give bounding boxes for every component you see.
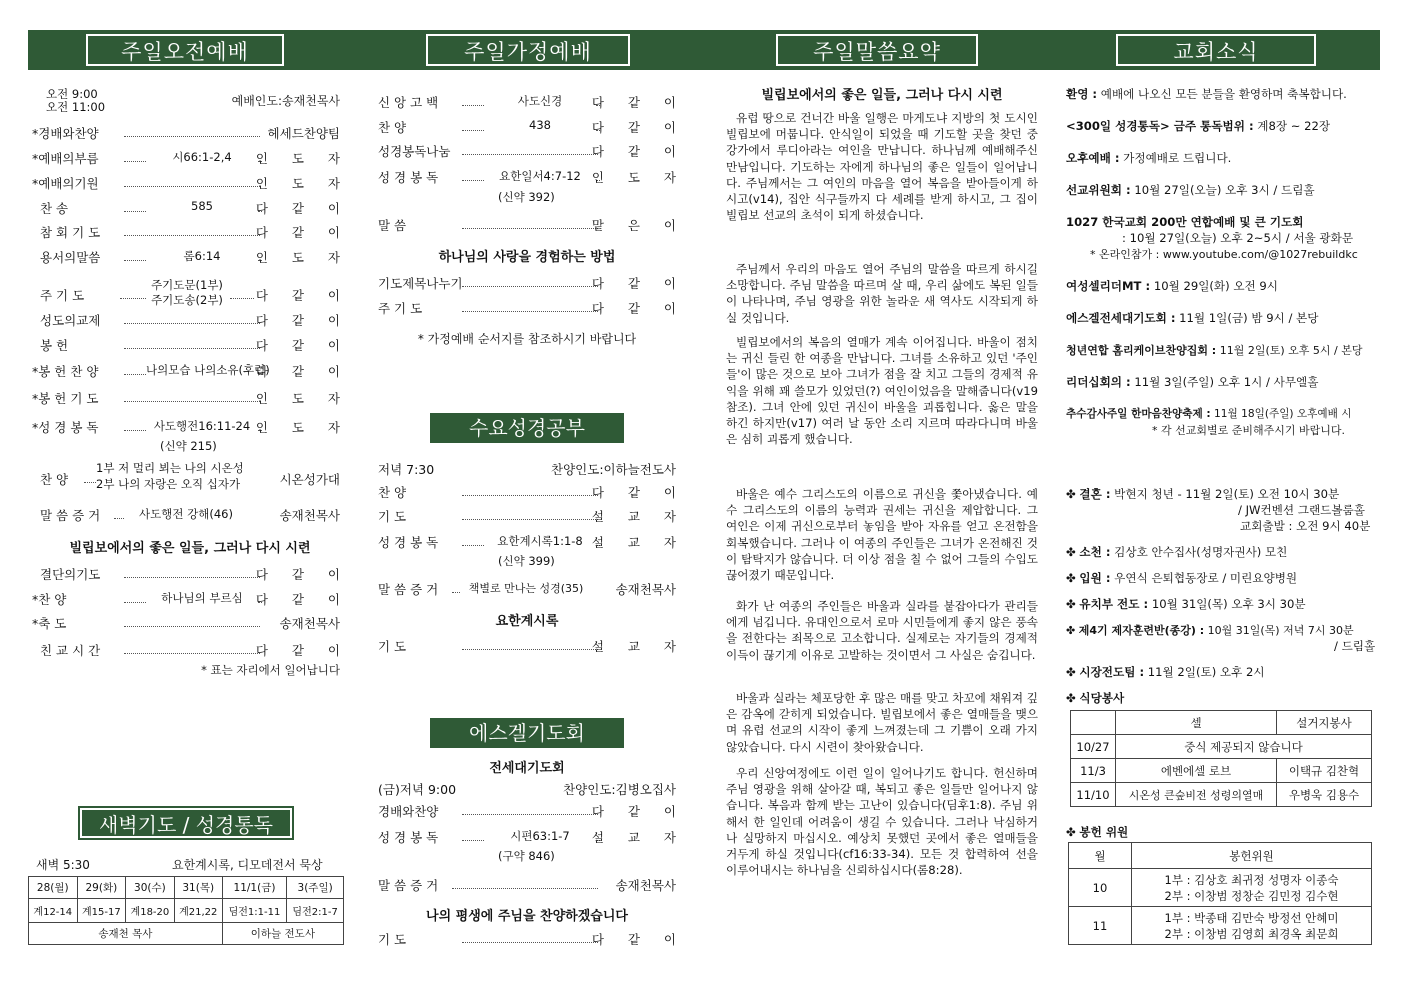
- flower-icon: ✤: [1066, 597, 1076, 611]
- family-theme: 하나님의 사랑을 경험하는 방법: [438, 250, 616, 265]
- wednesday-leader: 찬양인도:이하늘전도사: [551, 462, 676, 477]
- bible-page: (신약 392): [498, 190, 555, 204]
- order-responder: 설 교 자: [591, 639, 686, 654]
- news-label: 에스겔전세대기도회 :: [1066, 311, 1176, 325]
- dawn-time: 새벽 5:30: [36, 858, 90, 872]
- time-first: 오전 9:00: [46, 87, 98, 101]
- sermon-title: 빌립보에서의 좋은 일들, 그러나 다시 시련: [69, 541, 311, 556]
- anthem-row: [40, 460, 340, 494]
- news-label: 선교위원회 :: [1066, 183, 1131, 197]
- sermon-paragraph: 화가 난 여종의 주인들은 바울과 실라를 붙잡아다가 관리들에게 넘깁니다. 유대인으로서 로마 시민들에게 좋지 않은 풍속을 전한다는 죄목으로 고소합니다. 실제로는 자기들의 경제적 이득이 끊기게 이유로 고발하는 것이면서 그 사실은 숨깁니다.: [726, 599, 1038, 662]
- order-label: 성도의교제: [40, 313, 101, 328]
- reading-leader-2: 이하늘 전도사: [222, 923, 343, 945]
- news-text: 계8장 ~ 22장: [1257, 119, 1331, 133]
- reading-day: 29(화): [77, 877, 126, 899]
- ezekiel-title: 에스겔기도회: [430, 718, 624, 748]
- news-wedding: [1066, 486, 1339, 502]
- news-label: 시장전도팀 :: [1079, 665, 1145, 679]
- order-responder: 다 같 이: [255, 338, 350, 353]
- order-label: *경배와찬양: [32, 126, 99, 141]
- reading-range: 계21,22: [174, 899, 222, 923]
- news-afternoon: [1066, 150, 1231, 166]
- order-label: 찬 양: [378, 120, 407, 135]
- header-family-worship: 주일가정예배: [426, 34, 630, 66]
- offering-head: 월: [1069, 843, 1132, 869]
- order-label: 성 경 봉 독: [378, 830, 439, 845]
- news-label: 결혼 :: [1079, 487, 1111, 501]
- offering-members: [1132, 869, 1372, 907]
- order-label: 말 씀 증 거: [40, 508, 101, 523]
- order-detail: 시66:1-2,4: [172, 150, 232, 164]
- bible-page: (신약 215): [160, 439, 217, 453]
- reading-range: 딤전1:1-11: [222, 899, 287, 923]
- time-second: 오전 11:00: [46, 100, 106, 114]
- order-label: 결단의기도: [40, 567, 101, 582]
- header-morning-worship: 주일오전예배: [86, 34, 284, 66]
- order-label: 성 경 봉 독: [378, 170, 439, 185]
- news-wedding-venue: / JW컨벤션 그랜드볼룸홀: [1238, 503, 1365, 517]
- flower-icon: ✤: [1066, 545, 1076, 559]
- news-reading: [1066, 118, 1330, 134]
- news-text: 10월 31일(목) 저녁 7시 30분: [1207, 624, 1354, 637]
- news-label: 봉헌 위원: [1079, 825, 1129, 839]
- ezekiel-leader: 찬양인도:김병오집사: [563, 782, 676, 797]
- kitchen-head: 셀: [1116, 711, 1277, 735]
- order-responder: 헤세드찬양팀: [267, 126, 340, 141]
- order-responder: 다 같 이: [591, 485, 686, 500]
- reading-day: 30(수): [126, 877, 175, 899]
- news-mission: [1066, 182, 1315, 198]
- news-label: 리더십회의 :: [1066, 375, 1131, 389]
- order-label: 말 씀 증 거: [378, 582, 439, 597]
- reading-range: 계18-20: [126, 899, 175, 923]
- reading-range: 계12-14: [29, 899, 78, 923]
- order-responder: 다 같 이: [255, 643, 350, 658]
- kitchen-head: [1071, 711, 1116, 735]
- news-text: 가정예배로 드립니다.: [1123, 151, 1232, 165]
- order-detail: 585: [191, 199, 213, 213]
- news-rally: [1066, 214, 1303, 230]
- order-label: 찬 양: [378, 485, 407, 500]
- news-rally-detail: : 10월 27일(오늘) 오후 2~5시 / 서울 광화문: [1122, 231, 1354, 245]
- news-text: 10월 29일(화) 오전 9시: [1153, 279, 1278, 293]
- offering-month: 10: [1069, 869, 1132, 907]
- news-label: 오후예배 :: [1066, 151, 1120, 165]
- news-kitchen: [1066, 690, 1124, 706]
- order-label: 용서의말씀: [40, 250, 101, 265]
- news-market: [1066, 664, 1265, 680]
- order-label: 기 도: [378, 509, 407, 524]
- kitchen-table: [1070, 710, 1372, 807]
- news-label: 환영 :: [1066, 87, 1098, 101]
- kitchen-date: 11/3: [1071, 759, 1116, 783]
- news-funeral: [1066, 544, 1287, 560]
- news-text: 박현지 청년 - 11월 2일(토) 오전 10시 30분: [1114, 487, 1340, 501]
- offering-members: [1132, 907, 1372, 945]
- order-responder: 인 도 자: [255, 176, 350, 191]
- order-responder: 설 교 자: [591, 509, 686, 524]
- news-text: 우연식 은퇴협동장로 / 미린요양병원: [1114, 571, 1298, 585]
- order-label: *예배의기원: [32, 176, 99, 191]
- header-sermon-summary: 주일말씀요약: [776, 34, 978, 66]
- order-label: *찬 양: [32, 592, 67, 607]
- news-text: 11월 2일(토) 오후 5시 / 본당: [1219, 344, 1363, 357]
- order-label: 참 회 기 도: [40, 225, 101, 240]
- order-detail: 사도행전 강해(46): [139, 507, 233, 521]
- offering-month: 11: [1069, 907, 1132, 945]
- news-label: 식당봉사: [1079, 691, 1125, 705]
- news-text: 김상호 안수집사(성명자권사) 모친: [1114, 545, 1288, 559]
- news-leaders: [1066, 374, 1318, 390]
- kitchen-wash: 우병욱 김용수: [1277, 783, 1372, 807]
- flower-icon: ✤: [1066, 691, 1076, 705]
- offering-line: 2부 : 이창범 김영희 최경옥 최문희: [1164, 926, 1339, 941]
- order-responder: 다 같 이: [255, 288, 350, 303]
- bible-page: (구약 846): [498, 849, 555, 863]
- order-label: *봉 헌 기 도: [32, 391, 99, 406]
- order-label: 성경봉독나눔: [378, 144, 451, 159]
- order-label: 찬 송: [40, 201, 69, 216]
- news-label: <300일 성경통독> 금주 통독범위 :: [1066, 119, 1254, 133]
- reading-range: 계15-17: [77, 899, 126, 923]
- news-text: 10월 27일(오늘) 오후 3시 / 드림홀: [1134, 183, 1315, 197]
- order-label: *성 경 봉 독: [32, 420, 99, 435]
- order-responder: 다 같 이: [591, 804, 686, 819]
- order-label: *축 도: [32, 616, 67, 631]
- dawn-description: 요한계시록, 디모데전서 묵상: [172, 858, 323, 872]
- offering-line: 1부 : 김상호 최귀정 성명자 이종숙: [1164, 872, 1339, 887]
- news-text: 11월 1일(금) 밤 9시 / 본당: [1179, 311, 1319, 325]
- order-responder: 설 교 자: [591, 535, 686, 550]
- order-responder: 설 교 자: [591, 830, 686, 845]
- sermon-paragraph: 주님께서 우리의 마음도 열어 주님의 말씀을 따르게 하시길 소망합니다. 주님 말씀을 따르며 살 때, 우리 삶에도 복된 일들이 나타나며, 주님 영광을 위한 놀라운 새 역사도 시작되게 하실 것입니다.: [726, 262, 1038, 325]
- kitchen-cell: 에벤에셀 로브: [1116, 759, 1277, 783]
- dawn-prayer-title: 새벽기도 / 성경통독: [80, 808, 292, 838]
- family-worship-column: [378, 0, 686, 992]
- order-responder: 다 같 이: [255, 201, 350, 216]
- sermon-summary-title: 빌립보에서의 좋은 일들, 그러나 다시 시련: [761, 88, 1003, 103]
- standing-note: * 표는 자리에서 일어납니다: [201, 663, 340, 677]
- offering-head: 봉헌위원: [1132, 843, 1372, 869]
- news-label: 1027 한국교회 200만 연합예배 및 큰 기도회: [1066, 215, 1304, 229]
- order-detail: 나의모습 나의소유(후렴): [146, 363, 270, 377]
- header-church-news: 교회소식: [1116, 34, 1316, 66]
- reading-leader-1: 송재천 목사: [29, 923, 223, 945]
- news-label: 제4기 제자훈련반(종강) :: [1078, 624, 1205, 637]
- order-responder: 송재천목사: [615, 878, 676, 893]
- offering-table: [1068, 842, 1372, 945]
- anthem-detail: [96, 460, 256, 492]
- wednesday-title: 수요성경공부: [430, 413, 624, 443]
- order-responder: 인 도 자: [591, 170, 686, 185]
- wednesday-time: 저녁 7:30: [378, 462, 435, 477]
- worship-leader: 예배인도:송재천목사: [231, 94, 340, 108]
- order-detail: 438: [529, 118, 551, 132]
- order-detail: [146, 278, 228, 308]
- flower-icon: ✤: [1066, 825, 1076, 839]
- reading-table: [28, 876, 344, 945]
- offering-line: 1부 : 박종태 김만숙 방정선 안혜미: [1164, 910, 1339, 925]
- order-responder: 시온성가대: [279, 472, 340, 487]
- news-rally-online: * 온라인참가 : www.youtube.com/@1027rebuildkc: [1090, 248, 1358, 261]
- order-label: 신 앙 고 백: [378, 95, 439, 110]
- bible-page: (신약 399): [498, 554, 555, 568]
- order-label: 기 도: [378, 932, 407, 947]
- order-responder: 맡 은 이: [591, 218, 686, 233]
- family-note: * 가정예배 순서지를 참조하시기 바랍니다: [417, 332, 637, 346]
- news-label: 입원 :: [1079, 571, 1111, 585]
- order-responder: 다 같 이: [255, 592, 350, 607]
- order-detail: 책별로 만나는 성경(35): [468, 582, 584, 595]
- order-responder: 다 같 이: [591, 144, 686, 159]
- news-text: 11월 2일(토) 오후 2시: [1147, 665, 1265, 679]
- ezekiel-time: (금)저녁 9:00: [378, 782, 457, 797]
- order-responder: 다 같 이: [591, 276, 686, 291]
- news-text: 예배에 나오신 모든 분들을 환영하며 축복합니다.: [1100, 87, 1347, 101]
- order-label: 주 기 도: [378, 301, 423, 316]
- news-thanksgiving: [1066, 406, 1351, 421]
- order-label: 찬 양: [40, 472, 69, 487]
- order-responder: 송재천목사: [279, 508, 340, 523]
- news-label: 청년연합 홈리케이브찬양집회 :: [1066, 344, 1217, 357]
- news-text: 11월 18일(주일) 오후예배 시: [1214, 408, 1352, 420]
- lords-prayer-row: [40, 278, 350, 308]
- order-detail: 요한계시록1:1-8: [497, 534, 583, 548]
- kitchen-date: 10/27: [1071, 735, 1116, 759]
- news-label: 유치부 전도 :: [1079, 597, 1149, 611]
- order-label: 친 교 시 간: [40, 643, 101, 658]
- news-all-generation: [1066, 310, 1318, 326]
- reading-day: 3(주일): [287, 877, 344, 899]
- anthem-second: 2부 나의 자랑은 오직 십자가: [96, 477, 241, 491]
- news-thanksgiving-note: * 각 선교회별로 준비해주시기 바랍니다.: [1152, 424, 1345, 437]
- order-responder: 인 도 자: [255, 391, 350, 406]
- flower-icon: ✤: [1066, 487, 1076, 501]
- order-responder: 인 도 자: [255, 250, 350, 265]
- flower-icon: ✤: [1066, 571, 1076, 585]
- news-women: [1066, 278, 1278, 294]
- news-offering: [1066, 824, 1128, 840]
- order-label: 성 경 봉 독: [378, 535, 439, 550]
- kitchen-cell: 중식 제공되지 않습니다: [1116, 735, 1372, 759]
- sermon-paragraph: 빌립보에서의 복음의 열매가 계속 이어집니다. 바울이 점치는 귀신 들린 한 여종을 만납니다. 그녀를 소유하고 있던 '주인들'이 많은 것으로 보아 그녀가 점을 잘 치고 그들의 경제적 유익을 위해 꽤 쓸모가 있었던(?) 여인이었음을 말해줍니다(v19 참조). 그녀 안에 있던 귀신이 바울을 괴롭힙니다. 옳은 말을 하긴 하지만(v17) 여러 날 동안 소리 지르며 따라다니며 바울은 심히 괴롭게 했습니다.: [726, 335, 1038, 447]
- order-label: 주 기 도: [40, 288, 85, 303]
- sermon-paragraph: 우리 신앙여정에도 이런 일이 일어나기도 합니다. 헌신하며 주님 영광을 위해 살아갈 때, 복되고 좋은 일들만 일어나지 않습니다. 복음과 함께 받는 고난이 있습니다(딤후1:8). 주님 위해서 한 일인데 어려움이 생길 수 있습니다. 그러나 낙심하거나 실망하지 마십시오. 예상치 못했던 곳에서 좋은 열매들을 거두게 하실 것입니다(cf16:33-34). 모든 것 합력하여 선을 이루어내시는 하나님을 신뢰하십시다(롬8:28).: [726, 766, 1038, 878]
- news-hospital: [1066, 570, 1297, 586]
- kitchen-wash: 이택규 김찬혁: [1277, 759, 1372, 783]
- reading-range: 딤전2:1-7: [287, 899, 344, 923]
- order-detail: 시편63:1-7: [510, 829, 570, 843]
- order-label: *봉 헌 찬 양: [32, 364, 99, 379]
- order-responder: 송재천목사: [279, 616, 340, 631]
- flower-icon: ✤: [1066, 624, 1076, 637]
- order-responder: 다 같 이: [255, 313, 350, 328]
- sermon-paragraph: 유럽 땅으로 건너간 바울 일행은 마게도냐 지방의 첫 도시인 빌립보에 머뭅니다. 안식일이 되었을 때 기도할 곳을 찾던 중 강가에서 루디아라는 여인을 만납니다. 하나님께 예배해주신 만남입니다. 기도하는 자에게 하나님의 좋은 일들이 일어납니다. 주님께서는 그 여인의 마음을 열어 복음을 받아들이게 하시고(v14), 집안 식구들까지 다 세례를 받게 하시고, 그 집이 빌립보 선교의 초석이 되게 하셨습니다.: [726, 111, 1038, 223]
- reading-day: 28(월): [29, 877, 78, 899]
- order-label: 말 씀 증 거: [378, 878, 439, 893]
- order-detail: 사도신경: [517, 94, 563, 108]
- order-detail: 요한일서4:7-12: [499, 169, 581, 183]
- order-label: 기 도: [378, 639, 407, 654]
- order-detail: 사도행전16:11-24: [153, 419, 251, 433]
- wednesday-sermon-title: 요한계시록: [495, 614, 559, 629]
- order-label: *예배의부름: [32, 151, 99, 166]
- news-wedding-departure: 교회출발 : 오전 9시 40분: [1240, 519, 1371, 533]
- order-responder: 다 같 이: [255, 364, 350, 379]
- flower-icon: ✤: [1066, 665, 1076, 679]
- news-label: 추수감사주일 한마음찬양축제 :: [1066, 408, 1211, 420]
- order-responder: 다 같 이: [591, 932, 686, 947]
- news-label: 소천 :: [1079, 545, 1111, 559]
- ezekiel-sermon-title: 나의 평생에 주님을 찬양하겠습니다: [426, 909, 628, 924]
- order-detail: 롬6:14: [183, 249, 221, 263]
- news-training-venue: / 드림홀: [1334, 639, 1376, 653]
- order-label: 봉 헌: [40, 338, 69, 353]
- offering-line: 2부 : 이창범 정창순 김민정 김수현: [1164, 888, 1339, 903]
- ezekiel-subtitle: 전세대기도회: [489, 761, 565, 776]
- order-responder: 다 같 이: [255, 225, 350, 240]
- sermon-paragraph: 바울과 실라는 체포당한 후 많은 매를 맞고 차꼬에 채워져 깊은 감옥에 갇히게 되었습니다. 빌립보에서 좋은 열매들을 맺으며 유럽 선교의 시작이 좋게 느껴졌는데 그 기쁨이 오래 가지 않았습니다. 다시 시련이 찾아왔습니다.: [726, 691, 1038, 754]
- news-welcome: [1066, 86, 1347, 102]
- kitchen-date: 11/10: [1071, 783, 1116, 807]
- sermon-paragraph: 바울은 예수 그리스도의 이름으로 귀신을 쫓아냈습니다. 예수 그리스도의 이름의 능력과 권세는 귀신을 제압합니다. 그 여인은 이제 귀신으로부터 놓임을 받아 자유를 얻고 온전함을 회복했습니다. 그러나 이 여종의 주인들은 그녀가 온전해진 것이 탐탁지가 않습니다. 더 이상 점을 칠 수 없어 그들의 수입도 끊어졌기 때문입니다.: [726, 487, 1038, 583]
- news-text: 11월 3일(주일) 오후 1시 / 사무엘홀: [1134, 375, 1319, 389]
- news-text: 10월 31일(목) 오후 3시 30분: [1151, 597, 1306, 611]
- news-youth: [1066, 342, 1362, 358]
- prayer-second: 주기도송(2부): [151, 293, 223, 307]
- order-label: 말 씀: [378, 218, 407, 233]
- news-training: [1066, 622, 1354, 638]
- order-responder: 다 같 이: [591, 95, 686, 110]
- reading-day: 11/1(금): [222, 877, 287, 899]
- prayer-first: 주기도문(1부): [151, 278, 223, 292]
- order-responder: 다 같 이: [591, 120, 686, 135]
- kitchen-head: 설거지봉사: [1277, 711, 1372, 735]
- anthem-first: 1부 저 멀리 뵈는 나의 시온성: [96, 461, 244, 475]
- news-label: 여성셀리더MT :: [1066, 279, 1151, 293]
- reading-day: 31(목): [174, 877, 222, 899]
- order-label: 경배와찬양: [378, 804, 439, 819]
- order-responder: 인 도 자: [255, 420, 350, 435]
- order-responder: 인 도 자: [255, 151, 350, 166]
- kitchen-cell: 시온성 큰숲비전 성령의열매: [1116, 783, 1277, 807]
- order-responder: 송재천목사: [615, 582, 676, 597]
- order-responder: 다 같 이: [591, 301, 686, 316]
- morning-worship-column: [32, 0, 350, 992]
- order-detail: 하나님의 부르심: [161, 591, 243, 605]
- news-kindergarten: [1066, 596, 1306, 612]
- order-label: 기도제목나누기: [378, 276, 463, 291]
- order-responder: 다 같 이: [255, 567, 350, 582]
